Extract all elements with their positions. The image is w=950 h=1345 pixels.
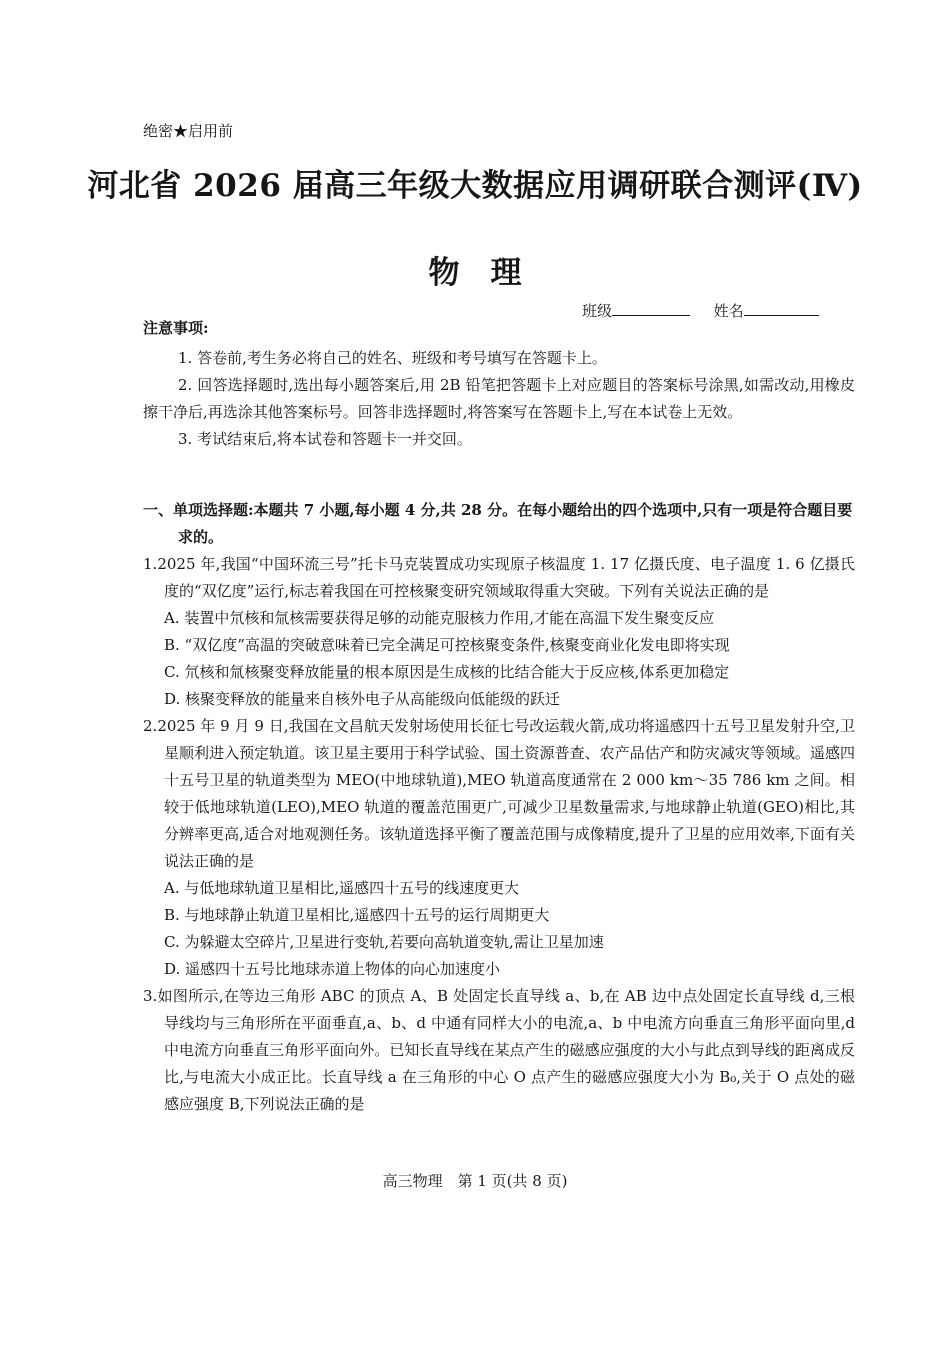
question-text: 2025 年 9 月 9 日,我国在文昌航天发射场使用长征七号改运载火箭,成功将遥感四十五号卫星发射升空,卫星顺利进入预定轨道。该卫星主要用于科学试验、国土资源普查、农产品估产和防灾减灾等领域。遥感四十五号卫星的轨道类型为 MEO(中地球轨道),MEO 轨道高度通常在 2 000 km～35 786 km 之间。相较于低地球轨道(LEO),MEO 轨道的覆盖范围更广,可减少卫星数量需求,与地球静止轨道(GEO)相比,其分辨率更高,适合对地观测任务。该轨道选择平衡了覆盖范围与成像精度,提升了卫星的应用效率,下面有关说法正确的是: [157, 717, 855, 870]
question-2: [143, 713, 855, 983]
option-a: A. 装置中氘核和氚核需要获得足够的动能克服核力作用,才能在高温下发生聚变反应: [164, 609, 715, 627]
notice-item: 2. 回答选择题时,选出每小题答案后,用 2B 铅笔把答题卡上对应题目的答案标号涂黑,如需改动,用橡皮擦干净后,再选涂其他答案标号。回答非选择题时,将答案写在答题卡上,写在本试卷上无效。: [143, 376, 855, 421]
class-blank: [612, 301, 690, 316]
confidential-label: 绝密★启用前: [143, 122, 234, 140]
question-text: 如图所示,在等边三角形 ABC 的顶点 A、B 处固定长直导线 a、b,在 AB 边中点处固定长直导线 d,三根导线均与三角形所在平面垂直,a、b、d 中通有同样大小的电流,a、b 中电流方向垂直三角形平面向里,d 中电流方向垂直三角形平面向外。已知长直导线在某点产生的磁感应强度的大小与此点到导线的距离成反比,与电流大小成正比。长直导线 a 在三角形的中心 O 点产生的磁感应强度大小为 B₀,关于 O 点处的磁感应强度 B,下列说法正确的是: [157, 987, 855, 1113]
question-stem: [143, 713, 855, 875]
question-3: [143, 983, 855, 1118]
question-text: 2025 年,我国“中国环流三号”托卡马克装置成功实现原子核温度 1. 17 亿摄氏度、电子温度 1. 6 亿摄氏度的“双亿度”运行,标志着我国在可控核聚变研究领域取得重大突破。下列有关说法正确的是: [157, 555, 855, 600]
page-footer: 高三物理 第 1 页(共 8 页): [382, 1172, 568, 1190]
class-name-line: [582, 300, 819, 321]
notice-item: 1. 答卷前,考生务必将自己的姓名、班级和考号填写在答题卡上。: [178, 349, 607, 367]
subject-title: 物 理: [428, 255, 522, 291]
class-label: 班级: [582, 302, 613, 320]
name-label: 姓名: [713, 302, 744, 320]
name-blank: [744, 301, 819, 316]
option-d: D. 遥感四十五号比地球赤道上物体的向心加速度小: [164, 960, 501, 978]
option-b: B. 与地球静止轨道卫星相比,遥感四十五号的运行周期更大: [164, 906, 550, 924]
question-number: 3.: [143, 987, 158, 1005]
option-d: D. 核聚变释放的能量来自核外电子从高能级向低能级的跃迁: [164, 690, 561, 708]
option-a: A. 与低地球轨道卫星相比,遥感四十五号的线速度更大: [164, 879, 520, 897]
question-number: 1.: [143, 555, 158, 573]
question-number: 2.: [143, 717, 158, 735]
notice-item: 3. 考试结束后,将本试卷和答题卡一并交回。: [178, 430, 472, 448]
option-b: B. “双亿度”高温的突破意味着已完全满足可控核聚变条件,核聚变商业化发电即将实现: [164, 636, 730, 654]
option-c: C. 为躲避太空碎片,卫星进行变轨,若要向高轨道变轨,需让卫星加速: [164, 933, 604, 951]
notice-list: [143, 345, 855, 453]
question-stem: [143, 551, 855, 605]
question-1: [143, 551, 855, 713]
section-heading: 一、单项选择题:本题共 7 小题,每小题 4 分,共 28 分。在每小题给出的四个选项中,只有一项是符合题目要求的。: [143, 501, 853, 546]
question-stem: [143, 983, 855, 1118]
exam-title: 河北省 2026 届高三年级大数据应用调研联合测评(Ⅳ): [87, 168, 863, 204]
notice-heading: 注意事项:: [143, 319, 209, 337]
option-c: C. 氘核和氚核聚变释放能量的根本原因是生成核的比结合能大于反应核,体系更加稳定: [164, 663, 730, 681]
question-list: [143, 551, 855, 1118]
